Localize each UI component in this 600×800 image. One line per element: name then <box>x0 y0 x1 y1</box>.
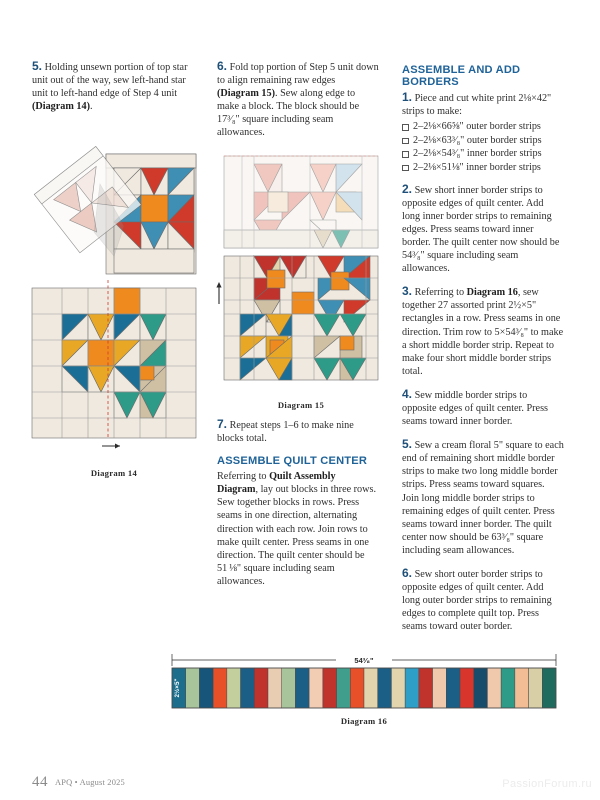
pieced-strip <box>172 668 556 708</box>
fold-direction-arrow <box>216 282 221 304</box>
step-7-text: Repeat steps 1–6 to make nine blocks total. <box>217 420 354 445</box>
strip-patch <box>529 668 543 708</box>
strip-patch <box>460 668 474 708</box>
strip-patch <box>309 668 323 708</box>
step-5-number: 5. <box>32 59 43 73</box>
strip-patch <box>350 668 364 708</box>
strip-patch <box>405 668 419 708</box>
folio-number: 44 <box>32 774 48 790</box>
strip-patch <box>268 668 282 708</box>
strip-patch <box>254 668 268 708</box>
strip-patch <box>186 668 200 708</box>
page-footer <box>32 772 125 791</box>
diagram-14 <box>28 128 200 488</box>
step-6-text-a: Fold top portion of Step 5 unit down to align remaining raw edges <box>217 62 379 87</box>
step-5-text-b: . <box>90 101 93 113</box>
folio-text: APQ • August 2025 <box>55 778 125 787</box>
border-step-5-text: Sew a cream floral 5" square to each end of remaining short middle border strips to make two long middle border strips. Press seams toward squares. Join long middle border strips to remaining edges of quilt center. Press seams toward inner border. The quilt center now should be 63³⁄₈" square including seam allowances. <box>402 440 564 556</box>
diagram-15 <box>218 152 384 410</box>
step-5-diagram-ref: (Diagram 14) <box>32 101 90 113</box>
strip-patch <box>433 668 447 708</box>
border-step-3-text-b: , sew together 27 assorted print 2½×5" rectangles in a row. Press seams in one direction. Trim row to 5×54³⁄₈" to make a short middle border strip. Repeat to make four short middle border strips total. <box>402 287 564 377</box>
diagram-16-height-label: 2½×5" <box>174 678 181 698</box>
diagram-16-length-label: 54³⁄₈" <box>354 656 374 665</box>
cut-list <box>402 120 564 174</box>
column-one <box>32 60 194 123</box>
folded-portion <box>224 156 378 248</box>
border-step-2-number: 2. <box>402 181 413 196</box>
border-step-1-paragraph <box>402 91 564 118</box>
strip-patch <box>323 668 337 708</box>
lower-left-star-unit <box>32 288 196 438</box>
quilt-center-text-b: , lay out blocks in three rows. Sew together blocks in rows. Press seams in one direction, alternating direction with each row. Join rows to make quilt center. Press seams in one direction. The quilt center should be 51 ⅛" square including seam allowances. <box>217 484 377 587</box>
strip-patch <box>474 668 488 708</box>
quilt-center-text-a: Referring to <box>217 471 270 483</box>
border-step-2-paragraph <box>402 183 564 276</box>
cut-list-item: 2–2⅛×66⅝" outer border strips <box>402 120 564 134</box>
diagram-16-svg <box>168 652 560 714</box>
strip-patch <box>487 668 501 708</box>
border-step-6-number: 6. <box>402 566 413 580</box>
column-two <box>217 60 379 150</box>
border-step-6-paragraph <box>402 567 564 633</box>
seam-direction-arrow <box>102 444 120 449</box>
column-three <box>402 60 564 643</box>
strip-patch <box>364 668 378 708</box>
assemble-quilt-center-heading: ASSEMBLE QUILT CENTER <box>217 455 368 468</box>
finished-block <box>224 256 378 380</box>
strip-patch <box>241 668 255 708</box>
step-5-text-a: Holding unsewn portion of top star unit out of the way, sew left-hand star unit to left-hand edge of Step 4 unit <box>32 62 188 100</box>
border-step-1-number: 1. <box>402 90 413 104</box>
diagram-14-caption: Diagram 14 <box>90 468 138 478</box>
diagram-15-caption: Diagram 15 <box>277 400 325 410</box>
watermark: PassionForum.ru <box>502 778 592 790</box>
border-step-4-paragraph <box>402 388 564 428</box>
assemble-add-borders-heading: ASSEMBLE AND ADD BORDERS <box>402 64 521 88</box>
strip-patch <box>199 668 213 708</box>
border-step-3-number: 3. <box>402 284 413 299</box>
cut-list-item: 2–2⅛×63³⁄₈" outer border strips <box>402 134 564 148</box>
strip-patch <box>282 668 296 708</box>
strip-patch <box>213 668 227 708</box>
step-6-paragraph <box>217 60 379 140</box>
strip-patch <box>337 668 351 708</box>
cut-list-item: 2–2⅛×51⅛" inner border strips <box>402 161 564 175</box>
diagram-14-svg <box>28 128 200 468</box>
strip-patch <box>295 668 309 708</box>
strip-patch <box>515 668 529 708</box>
quilt-center-paragraph <box>217 470 379 588</box>
step-6-text-b: . Sew along edge to make a block. The block should be 17³⁄₈" square including seam allowances. <box>217 88 360 139</box>
border-step-4-text: Sew middle border strips to opposite edges of quilt center. Press seams toward inner border. <box>402 389 548 428</box>
strip-patch <box>419 668 433 708</box>
step-5-paragraph <box>32 60 194 113</box>
step-6-number: 6. <box>217 59 228 73</box>
border-step-1-text: Piece and cut white print 2⅛×42" strips to make: <box>402 93 552 118</box>
column-two-lower <box>217 418 379 598</box>
diagram-16-caption: Diagram 16 <box>340 716 388 726</box>
diagram-15-svg <box>218 152 384 400</box>
step-7-number: 7. <box>217 417 228 431</box>
border-step-4-number: 4. <box>402 386 413 401</box>
strip-patch <box>446 668 460 708</box>
border-step-3-text-a: Referring to <box>412 287 467 299</box>
border-step-6-text: Sew short outer border strips to opposite edges of quilt center. Add long outer border strips to remaining edges to complete quilt top. Press seams toward outer border. <box>402 569 552 633</box>
step-6-diagram-ref: (Diagram 15) <box>217 88 275 100</box>
diagram-16 <box>168 652 560 730</box>
diagram-16-ref: Diagram 16 <box>466 287 518 299</box>
strip-patch <box>501 668 515 708</box>
border-step-3-paragraph <box>402 285 564 378</box>
border-step-2-text: Sew short inner border strips to opposite edges of quilt center. Add long inner border strips to remaining edges. Press seams toward inner border. The quilt center now should be 54³⁄₈" square including seam allowances. <box>402 184 560 275</box>
border-step-5-number: 5. <box>402 437 413 452</box>
step-7-paragraph <box>217 418 379 445</box>
strip-patch <box>227 668 241 708</box>
cut-list-item: 2–2⅛×54³⁄₈" inner border strips <box>402 147 564 161</box>
strip-patch <box>378 668 392 708</box>
strip-patch <box>391 668 405 708</box>
strip-patch <box>542 668 556 708</box>
border-step-5-paragraph <box>402 438 564 557</box>
quilt-assembly-diagram-ref: Quilt Assembly Diagram <box>217 471 336 496</box>
